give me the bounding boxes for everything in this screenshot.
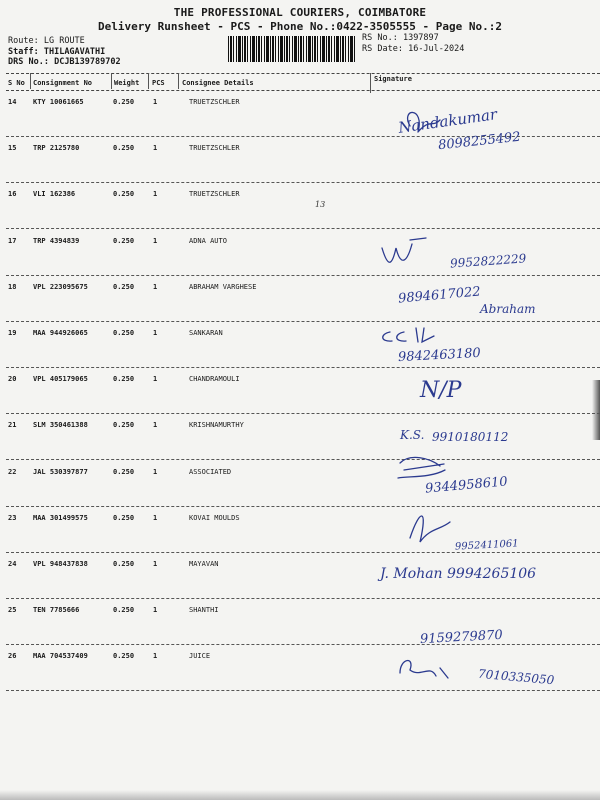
circled-number: 13 <box>315 200 326 209</box>
signature-row18-name: Abraham <box>480 302 536 316</box>
rs-no-label: RS No.: <box>362 33 398 43</box>
row-consignee: ABRAHAM VARGHESE <box>189 282 257 291</box>
row-weight: 0.250 <box>113 190 135 199</box>
col-signature: Signature <box>374 75 412 83</box>
row-pcs: 1 <box>153 513 158 522</box>
sheet-title: Delivery Runsheet - PCS - Phone No.:0422-3505555 - Page No.:2 <box>98 20 502 33</box>
row-consignment-no: VPL 405179065 <box>33 375 88 384</box>
col-sno: S No <box>8 79 25 87</box>
row-weight: 0.250 <box>113 98 135 106</box>
row-sno: 21 <box>8 421 17 430</box>
signature-row23-phone: 9952411061 <box>454 538 519 553</box>
col-pcs: PCS <box>152 79 165 87</box>
row-weight: 0.250 <box>113 421 135 430</box>
row-consignee: TRUETZSCHLER <box>189 144 240 153</box>
row-consignee: KRISHNAMURTHY <box>189 421 244 430</box>
signature-row17-phone: 9952822229 <box>449 251 527 271</box>
row-pcs: 1 <box>153 606 158 615</box>
row-sno: 17 <box>8 236 17 245</box>
row-consignee: TRUETZSCHLER <box>189 98 240 106</box>
row-pcs: 1 <box>153 190 158 199</box>
row-pcs: 1 <box>153 329 158 337</box>
row-consignee: JUICE <box>189 652 211 661</box>
row-consignment-no: JAL 530397877 <box>33 467 88 476</box>
col-divider <box>178 73 179 89</box>
signature-stroke-row17 <box>382 238 426 262</box>
drs-value: DCJB139789702 <box>54 57 121 67</box>
row-consignee: SHANTHI <box>189 606 219 615</box>
row-consignee: TRUETZSCHLER <box>189 190 240 199</box>
row-consignee: CHANDRAMOULI <box>189 375 240 384</box>
row-pcs: 1 <box>153 282 158 291</box>
row-weight: 0.250 <box>113 282 135 291</box>
row-weight: 0.250 <box>113 144 135 153</box>
row-pcs: 1 <box>153 652 158 661</box>
row-sno: 25 <box>8 606 17 615</box>
row-consignment-no: SLM 350461388 <box>33 421 88 430</box>
signature-row20-mark: N/P <box>420 378 462 403</box>
header-top-rule <box>6 73 600 74</box>
row-pcs: 1 <box>153 144 158 153</box>
company-title: THE PROFESSIONAL COURIERS, COIMBATORE <box>173 6 427 19</box>
signature-row21-phone: 9910180112 <box>432 430 509 444</box>
row-weight: 0.250 <box>113 329 135 337</box>
row-sno: 16 <box>8 190 17 199</box>
signature-row21-name: K.S. <box>400 428 425 442</box>
signature-stroke-row26 <box>400 661 448 678</box>
row-pcs: 1 <box>153 236 158 245</box>
signature-row19-phone: 9842463180 <box>397 345 482 366</box>
rs-no-value: 1397897 <box>402 33 439 43</box>
row-weight: 0.250 <box>113 236 135 245</box>
signature-stroke-row23 <box>410 516 450 542</box>
row-sno: 19 <box>8 329 17 337</box>
rs-date-value: 16-Jul-2024 <box>408 43 465 54</box>
row-sno: 14 <box>8 98 17 106</box>
signature-row24-text: J. Mohan 9994265106 <box>380 566 537 582</box>
row-consignment-no: VPL 948437838 <box>33 560 88 568</box>
rs-info <box>362 33 464 54</box>
col-consignment: Consignment No <box>33 79 93 87</box>
signature-row26-phone: 7010335050 <box>477 666 555 688</box>
header-bottom-rule <box>6 90 600 91</box>
row-consignment-no: VLI 162386 <box>33 190 76 199</box>
row-pcs: 1 <box>153 375 158 384</box>
row-weight: 0.250 <box>113 513 135 522</box>
col-weight: Weight <box>114 79 140 87</box>
col-divider <box>30 73 31 89</box>
row-sno: 15 <box>8 144 17 153</box>
row-weight: 0.250 <box>113 467 135 476</box>
row-consignment-no: TRP 4394839 <box>33 236 80 245</box>
signature-row18-phone: 9894617022 <box>397 284 482 307</box>
row-sno: 26 <box>8 652 17 661</box>
paper-edge-shadow <box>592 380 600 440</box>
row-consignment-no: MAA 944926065 <box>33 329 88 337</box>
drs-label: DRS No.: <box>8 57 49 67</box>
signature-row22-phone: 9344958610 <box>424 474 509 497</box>
row-consignee: SANKARAN <box>189 329 223 337</box>
col-consignee: Consignee Details <box>182 79 254 87</box>
signature-row14-name: Nandakumar <box>397 105 499 137</box>
signature-row25-phone: 9159279870 <box>419 627 504 648</box>
row-sno: 20 <box>8 375 17 384</box>
row-consignee: ASSOCIATED <box>189 467 232 476</box>
row-sno: 24 <box>8 560 17 568</box>
route-label: Route: <box>8 36 39 46</box>
staff-label: Staff: <box>8 46 39 57</box>
col-divider <box>111 73 112 89</box>
row-consignee: MAYAVAN <box>189 560 219 568</box>
row-pcs: 1 <box>153 560 158 568</box>
col-divider <box>148 73 149 89</box>
row-weight: 0.250 <box>113 652 135 661</box>
row-consignment-no: TRP 2125780 <box>33 144 80 153</box>
row-weight: 0.250 <box>113 375 135 384</box>
row-pcs: 1 <box>153 98 158 106</box>
row-consignee: KOVAI MOULDS <box>189 513 240 522</box>
signature-scribbles <box>370 98 600 708</box>
row-sno: 23 <box>8 513 17 522</box>
paper-bottom-shadow <box>0 790 600 800</box>
row-consignment-no: MAA 704537409 <box>33 652 88 661</box>
row-weight: 0.250 <box>113 606 135 615</box>
signature-row14-phone: 8098255492 <box>437 129 522 154</box>
row-sno: 22 <box>8 467 17 476</box>
signature-stroke-row19 <box>383 328 434 342</box>
col-divider <box>370 73 371 93</box>
row-pcs: 1 <box>153 421 158 430</box>
route-value: LG ROUTE <box>43 36 85 46</box>
row-weight: 0.250 <box>113 560 135 568</box>
row-consignment-no: MAA 301499575 <box>33 513 88 522</box>
row-consignee: ADNA AUTO <box>189 236 227 245</box>
row-sno: 18 <box>8 282 17 291</box>
row-pcs: 1 <box>153 467 158 476</box>
signature-stroke-row22 <box>398 457 445 478</box>
row-consignment-no: KTY 10061665 <box>33 98 84 106</box>
row-consignment-no: VPL 223095675 <box>33 282 88 291</box>
staff-value: THILAGAVATHI <box>43 46 106 57</box>
rs-date-label: RS Date: <box>362 43 403 54</box>
barcode <box>228 36 356 62</box>
route-info <box>8 36 121 68</box>
row-consignment-no: TEN 7785666 <box>33 606 80 615</box>
